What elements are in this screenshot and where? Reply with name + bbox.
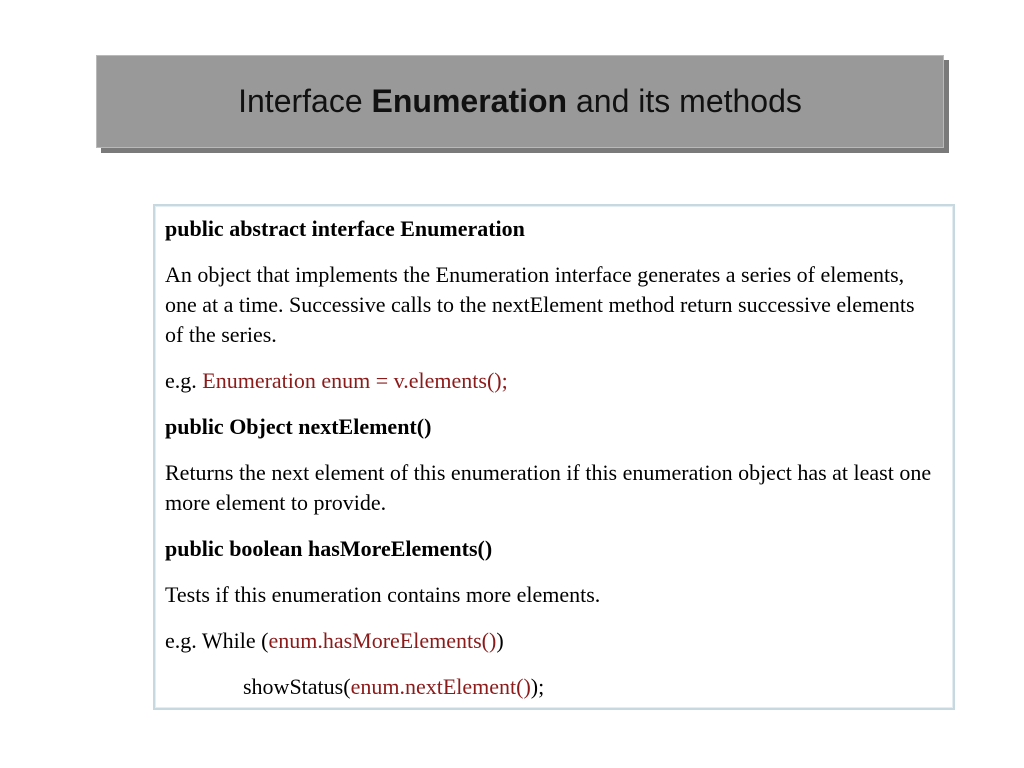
title-emphasis: Enumeration	[371, 83, 568, 119]
show-status-code: enum.nextElement()	[350, 674, 531, 699]
show-status-suffix: );	[530, 674, 545, 699]
example-while-loop	[165, 626, 935, 656]
next-element-declaration: public Object nextElement()	[165, 414, 432, 439]
title-suffix: and its methods	[567, 83, 802, 119]
has-more-elements-declaration: public boolean hasMoreElements()	[165, 536, 493, 561]
example-show-status	[165, 672, 935, 702]
example-enumeration	[165, 366, 935, 396]
example-code: Enumeration enum = v.elements();	[202, 368, 508, 393]
interface-declaration: public abstract interface Enumeration	[165, 216, 525, 241]
while-code: enum.hasMoreElements()	[268, 628, 497, 653]
example-prefix: e.g.	[165, 368, 203, 393]
while-suffix: )	[496, 628, 504, 653]
next-element-description: Returns the next element of this enumeration if this enumeration object has at least one more element to provide.	[165, 460, 932, 515]
show-status-prefix: showStatus(	[243, 674, 351, 699]
slide-title	[96, 55, 944, 148]
interface-description: An object that implements the Enumeration interface generates a series of elements, one at a time. Successive calls to the nextElement method return successive elements of the series.	[165, 262, 915, 347]
title-prefix: Interface	[238, 83, 372, 119]
content-box	[153, 204, 955, 710]
has-more-elements-description: Tests if this enumeration contains more elements.	[165, 582, 601, 607]
while-prefix: e.g. While (	[165, 628, 269, 653]
